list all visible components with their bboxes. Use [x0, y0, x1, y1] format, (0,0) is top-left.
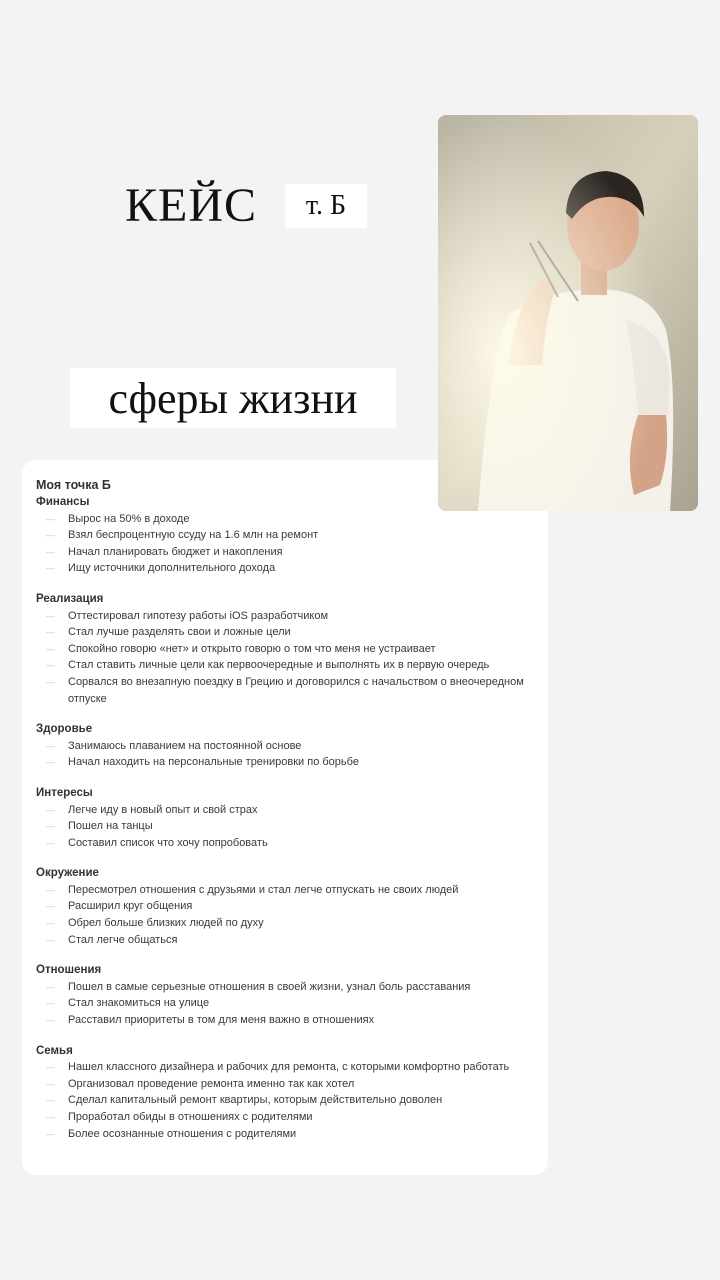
- list-item: — Занимаюсь плаванием на постоянной основе: [36, 738, 538, 755]
- section-items: [36, 882, 538, 948]
- list-item: — Стал легче общаться: [36, 932, 538, 949]
- section-5: [36, 962, 538, 1028]
- list-item: — Спокойно говорю «нет» и открыто говорю о том что меня не устраивает: [36, 641, 538, 658]
- point-b-tag: т. Б: [285, 184, 367, 228]
- list-item: — Организовал проведение ремонта именно так как хотел: [36, 1076, 538, 1093]
- list-item: — Вырос на 50% в доходе: [36, 511, 538, 528]
- portrait-photo: [438, 115, 698, 511]
- list-item: — Расставил приоритеты в том для меня важно в отношениях: [36, 1012, 538, 1029]
- list-item: — Пересмотрел отношения с друзьями и стал легче отпускать не своих людей: [36, 882, 538, 899]
- list-item: — Начал планировать бюджет и накопления: [36, 544, 538, 561]
- list-item: — Обрел больше близких людей по духу: [36, 915, 538, 932]
- list-item: — Пошел на танцы: [36, 818, 538, 835]
- section-items: [36, 802, 538, 852]
- section-items: [36, 738, 538, 771]
- list-item: — Проработал обиды в отношениях с родителями: [36, 1109, 538, 1126]
- section-title: Финансы: [36, 496, 90, 508]
- case-title: КЕЙС: [125, 179, 258, 232]
- card-heading: Моя точка Б: [36, 478, 111, 492]
- list-item: — Пошел в самые серьезные отношения в своей жизни, узнал боль расставания: [36, 979, 538, 996]
- section-items: [36, 979, 538, 1029]
- section-title: Здоровье: [36, 723, 93, 736]
- life-spheres-subtitle: сферы жизни: [70, 368, 396, 428]
- list-item: — Составил список что хочу попробовать: [36, 835, 538, 852]
- section-4: [36, 865, 538, 948]
- section-1: [36, 591, 538, 707]
- list-item: — Нашел классного дизайнера и рабочих для ремонта, с которыми комфортно работать: [36, 1059, 538, 1076]
- list-item: — Стал лучше разделять свои и ложные цели: [36, 624, 538, 641]
- point-b-card: [22, 460, 548, 1175]
- section-title: Семья: [36, 1044, 73, 1057]
- list-item: — Стал ставить личные цели как первоочередные и выполнять их в первую очередь: [36, 657, 538, 674]
- list-item: — Взял беспроцентную ссуду на 1.6 млн на ремонт: [36, 527, 538, 544]
- portrait-illustration: [438, 115, 698, 511]
- section-2: [36, 721, 538, 771]
- section-3: [36, 785, 538, 851]
- section-title: Интересы: [36, 786, 93, 799]
- list-item: — Более осознанные отношения с родителями: [36, 1126, 538, 1143]
- section-6: [36, 1043, 538, 1143]
- list-item: — Стал знакомиться на улице: [36, 995, 538, 1012]
- list-item: — Ищу источники дополнительного дохода: [36, 560, 538, 577]
- section-items: [36, 511, 538, 577]
- list-item: — Начал находить на персональные тренировки по борьбе: [36, 754, 538, 771]
- light-glow: [438, 115, 698, 511]
- list-item: — Расширил круг общения: [36, 898, 538, 915]
- list-item: — Оттестировал гипотезу работы iOS разработчиком: [36, 608, 538, 625]
- section-title: Реализация: [36, 592, 104, 605]
- section-items: [36, 1059, 538, 1142]
- list-item: — Сделал капитальный ремонт квартиры, которым действительно доволен: [36, 1092, 538, 1109]
- section-title: Отношения: [36, 964, 102, 977]
- list-item: — Легче иду в новый опыт и свой страх: [36, 802, 538, 819]
- section-items: [36, 608, 538, 708]
- list-item: — Сорвался во внезапную поездку в Грецию и договорился с начальством о внеочередном отпуске: [36, 674, 538, 707]
- section-title: Окружение: [36, 867, 99, 880]
